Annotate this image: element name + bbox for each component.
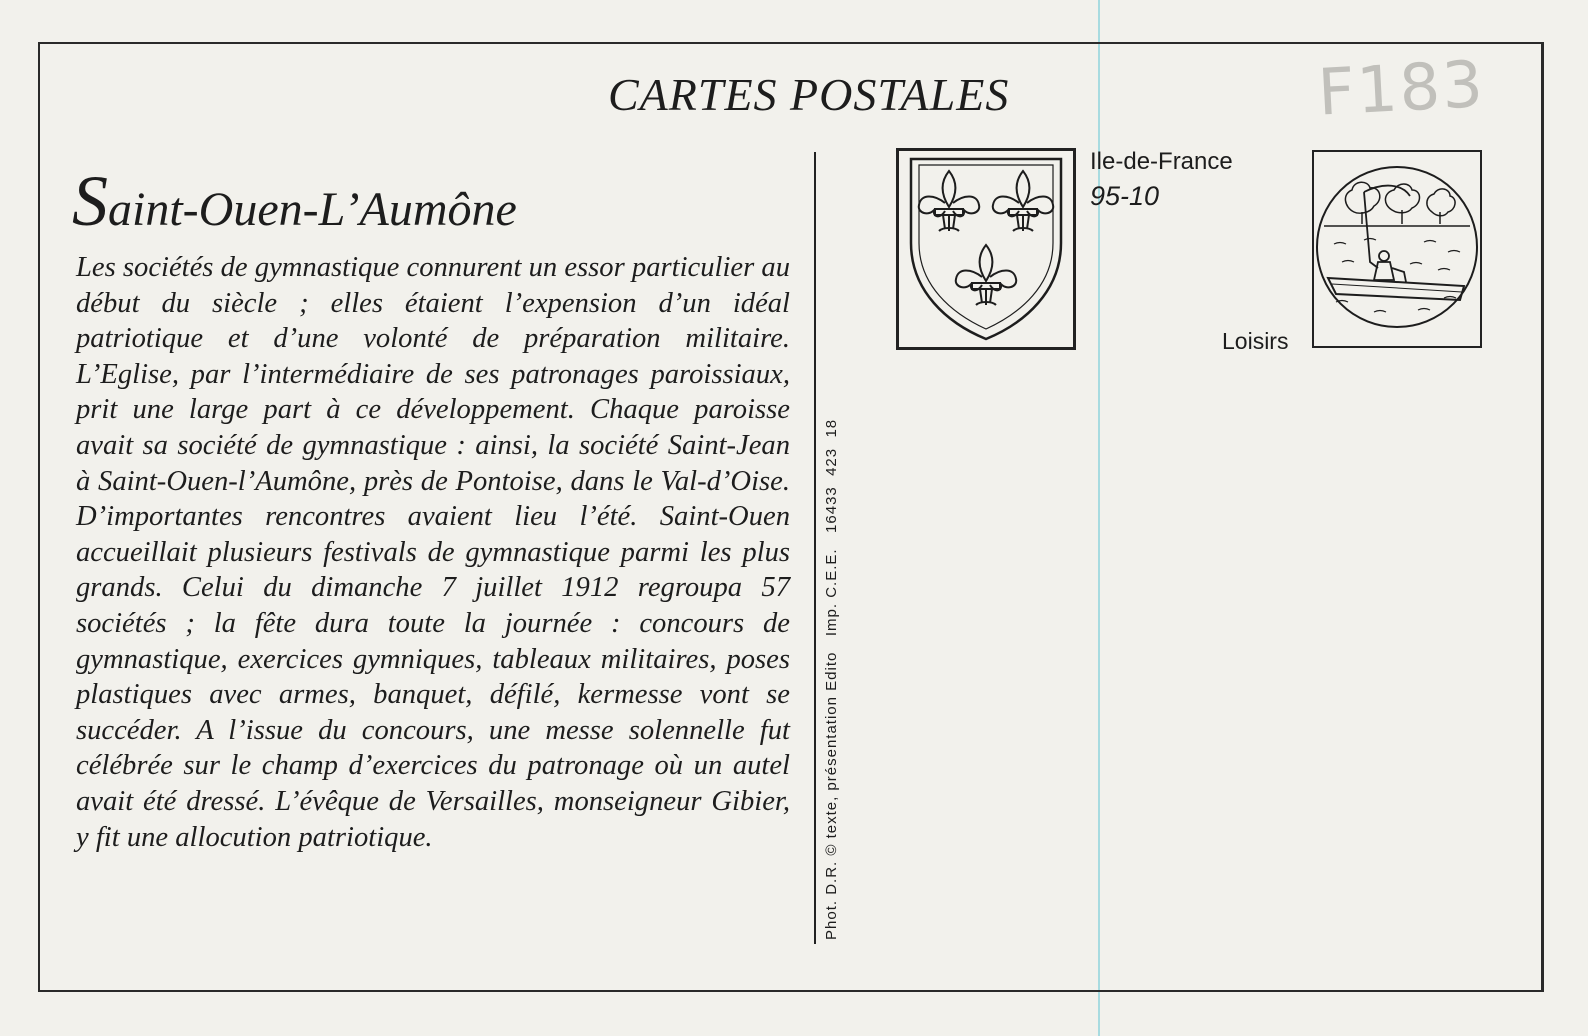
region-name: Ile-de-France	[1090, 148, 1233, 175]
region-block	[1090, 145, 1290, 215]
place-title	[72, 160, 692, 240]
place-title-rest: aint-Ouen-L’Aumône	[108, 183, 517, 236]
department-code: 95-10	[1090, 181, 1160, 211]
pencil-annotation: F183	[1316, 48, 1487, 131]
coat-of-arms-box	[896, 148, 1076, 350]
stamp-label: Loisirs	[1222, 328, 1289, 354]
fisherman-boat-icon	[1314, 152, 1480, 346]
fleur-de-lis-shield-icon	[899, 151, 1073, 347]
place-title-initial: S	[72, 161, 108, 241]
vertical-divider	[814, 152, 816, 944]
stamp-box	[1312, 150, 1482, 348]
body-text: Les sociétés de gymnastique connurent un essor particulier au début du siècle ; elles étaient l’expension d’un idéal patriotique et d’une volonté de préparation militaire. L’Eglise, par l’intermédiaire de ses patronages paroissiaux, prit une large part à ce développement. Chaque paroisse avait sa société de gymnastique : ainsi, la société Saint-Jean à Saint-Ouen-l’Aumône, près de Pontoise, dans le Val-d’Oise. D’importantes rencontres avaient lieu l’été. Saint-Ouen accueillait plusieurs festivals de gymnastique parmi les plus grands. Celui du dimanche 7 juillet 1912 regroupa 57 sociétés ; la fête dura toute la journée : concours de gymnastique, exercices gymniques, tableaux militaires, poses plastiques avec armes, banquet, défilé, kermesse vont se succéder. A l’issue du concours, une messe solennelle fut célébrée sur le champ d’exercices du patronage où un autel avait été dressé. L’évêque de Versailles, monseigneur Gibier, y fit une allocution patriotique.	[76, 252, 790, 853]
series-title: CARTES POSTALES	[608, 69, 1010, 120]
credit-line: Phot. D.R. © texte, présentation Edito Imp. C.E.E. 16433 423 18	[823, 418, 840, 940]
